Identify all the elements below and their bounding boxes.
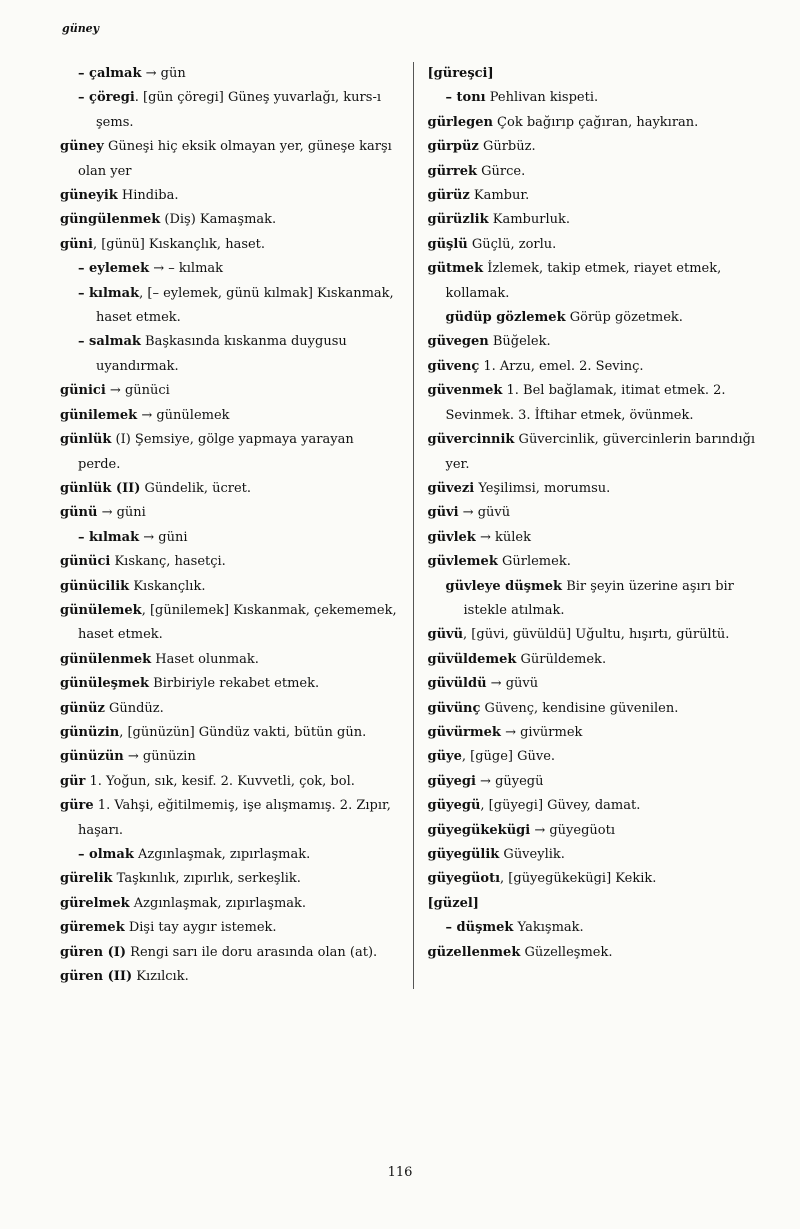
dictionary-entry bbox=[60, 86, 399, 135]
dictionary-entry bbox=[428, 184, 767, 208]
dictionary-entry bbox=[428, 526, 767, 550]
dictionary-entry bbox=[60, 794, 399, 843]
dictionary-entry bbox=[428, 111, 767, 135]
dictionary-entry bbox=[60, 404, 399, 428]
entry-headword: güyegü bbox=[427, 798, 481, 814]
entry-headword: güdüp gözlemek bbox=[445, 310, 566, 326]
dictionary-entry bbox=[428, 62, 767, 86]
entry-headword: günüci bbox=[60, 554, 111, 570]
entry-definition: → külek bbox=[475, 529, 531, 545]
entry-headword: güvüldü bbox=[427, 676, 487, 692]
dictionary-entry bbox=[60, 379, 399, 403]
entry-headword: güvlek bbox=[427, 529, 476, 545]
dictionary-entry bbox=[60, 135, 399, 184]
entry-definition: Pehlivan kispeti. bbox=[485, 90, 599, 106]
entry-definition: Gürüldemek. bbox=[516, 651, 607, 667]
entry-definition: , [– eylemek, günü kılmak] Kıskanmak, haset etmek. bbox=[96, 285, 394, 326]
entry-headword: güvezi bbox=[427, 480, 475, 496]
entry-definition: , [güge] Güve. bbox=[461, 749, 556, 765]
dictionary-entry bbox=[428, 477, 767, 501]
dictionary-entry bbox=[428, 941, 767, 965]
entry-headword: – eylemek bbox=[78, 261, 150, 277]
dictionary-entry bbox=[428, 843, 767, 867]
entry-headword: [güreşci] bbox=[427, 66, 494, 81]
entry-definition: Kızılcık. bbox=[132, 969, 189, 985]
dictionary-entry bbox=[428, 672, 767, 696]
entry-headword: güre bbox=[60, 798, 94, 814]
entry-headword: gütmek bbox=[427, 261, 484, 277]
entry-definition: Güneşi hiç eksik olmayan yer, güneşe karşı olan yer bbox=[78, 139, 392, 179]
entry-headword: – çalmak bbox=[78, 66, 142, 81]
dictionary-entry bbox=[428, 550, 767, 574]
dictionary-entry bbox=[428, 306, 767, 330]
entry-headword: güvü bbox=[427, 627, 464, 643]
entry-definition: , [günü] Kıskançlık, haset. bbox=[92, 236, 266, 252]
dictionary-entry bbox=[60, 599, 399, 648]
entry-definition: → güni bbox=[97, 505, 146, 521]
entry-definition: Gürbüz. bbox=[478, 139, 536, 155]
entry-definition: Bir şeyin üzerine aşırı bir istekle atılmak. bbox=[463, 578, 734, 618]
entry-definition: , [güyegi] Güvey, damat. bbox=[480, 798, 641, 814]
entry-definition: Kambur. bbox=[469, 188, 530, 204]
dictionary-entry bbox=[428, 233, 767, 257]
dictionary-entry bbox=[60, 575, 399, 599]
entry-definition: Yakışmak. bbox=[513, 920, 584, 936]
dictionary-entry bbox=[428, 428, 767, 477]
entry-headword: günüzün bbox=[60, 749, 124, 765]
dictionary-entry bbox=[60, 282, 399, 331]
dictionary-entry bbox=[60, 233, 399, 257]
entry-headword: günü bbox=[60, 505, 98, 521]
entry-definition: → givürmek bbox=[500, 724, 583, 740]
entry-headword: günüleşmek bbox=[60, 676, 150, 692]
entry-headword: güyegülik bbox=[427, 847, 500, 862]
entry-definition: , [güvi, güvüldü] Uğultu, hışırtı, gürültü. bbox=[463, 627, 730, 643]
entry-definition: → günüci bbox=[105, 383, 170, 399]
entry-headword: gürüzlik bbox=[427, 212, 489, 228]
entry-definition: Güvercinlik, güvercinlerin barındığı yer. bbox=[445, 432, 756, 472]
page-number: 116 bbox=[387, 1165, 413, 1180]
entry-definition: Gürce. bbox=[477, 163, 526, 179]
entry-headword: güni bbox=[60, 236, 93, 252]
dictionary-entry bbox=[60, 916, 399, 940]
entry-definition: → – kılmak bbox=[149, 261, 224, 277]
dictionary-entry bbox=[60, 477, 399, 501]
dictionary-entry bbox=[428, 623, 767, 647]
dictionary-entry bbox=[60, 648, 399, 672]
entry-definition: Taşkınlık, zıpırlık, serkeşlik. bbox=[112, 871, 301, 887]
dictionary-entry bbox=[60, 892, 399, 916]
entry-headword: güvünç bbox=[427, 700, 481, 716]
entry-headword: günlük (II) bbox=[60, 480, 141, 496]
entry-definition: Güvenç, kendisine güvenilen. bbox=[480, 700, 679, 716]
dictionary-entry bbox=[60, 965, 399, 989]
entry-headword: güney bbox=[60, 139, 104, 155]
dictionary-entry bbox=[428, 892, 767, 916]
dictionary-entry bbox=[428, 770, 767, 794]
entry-headword: günüz bbox=[60, 700, 105, 716]
entry-headword: güyegüotı bbox=[427, 871, 501, 887]
entry-headword: günlük bbox=[60, 432, 112, 448]
entry-headword: güvüldemek bbox=[427, 651, 517, 667]
entry-headword: güvenmek bbox=[427, 383, 503, 399]
entry-definition: → güyegüotı bbox=[530, 822, 615, 838]
entry-definition: Gündüz. bbox=[104, 700, 164, 716]
entry-headword: güvenç bbox=[427, 358, 480, 374]
entry-headword: gürelik bbox=[60, 871, 113, 887]
entry-definition: Haset olunmak. bbox=[151, 651, 259, 667]
entry-headword: gürelmek bbox=[60, 895, 130, 911]
entry-definition: Birbiriyle rekabet etmek. bbox=[149, 676, 320, 692]
entry-headword: güvürmek bbox=[427, 724, 501, 740]
entry-headword: güzellenmek bbox=[427, 944, 521, 960]
entry-definition: 1. Yoğun, sık, kesif. 2. Kuvvetli, çok, bol. bbox=[85, 773, 355, 789]
entry-headword: güren (I) bbox=[60, 944, 127, 960]
entry-definition: Gündelik, ücret. bbox=[140, 480, 252, 496]
entry-definition: → güvü bbox=[486, 676, 539, 692]
entry-definition: Büğelek. bbox=[488, 334, 551, 350]
dictionary-entry bbox=[60, 428, 399, 477]
entry-headword: – çöregi bbox=[78, 90, 135, 106]
dictionary-columns bbox=[60, 62, 766, 989]
entry-definition: (Diş) Kamaşmak. bbox=[160, 212, 277, 228]
running-head: güney bbox=[62, 22, 100, 35]
entry-definition: . [gün çöregi] Güneş yuvarlağı, kurs-ı şems. bbox=[96, 90, 381, 130]
dictionary-entry bbox=[60, 745, 399, 769]
entry-headword: güvi bbox=[427, 505, 459, 521]
dictionary-entry bbox=[60, 721, 399, 745]
dictionary-entry bbox=[428, 697, 767, 721]
entry-definition: Azgınlaşmak, zıpırlaşmak. bbox=[133, 847, 311, 862]
dictionary-entry bbox=[428, 721, 767, 745]
entry-headword: güvegen bbox=[427, 334, 489, 350]
dictionary-entry bbox=[428, 86, 767, 110]
entry-definition: , [günüzün] Gündüz vakti, bütün gün. bbox=[119, 724, 367, 740]
entry-definition: → güni bbox=[139, 529, 188, 545]
dictionary-entry bbox=[60, 330, 399, 379]
dictionary-entry bbox=[428, 330, 767, 354]
dictionary-entry bbox=[60, 257, 399, 281]
dictionary-entry bbox=[428, 916, 767, 940]
entry-headword: güremek bbox=[60, 920, 125, 936]
entry-definition: Görüp gözetmek. bbox=[565, 310, 683, 326]
entry-headword: günilemek bbox=[60, 407, 138, 423]
dictionary-entry bbox=[60, 672, 399, 696]
entry-definition: Güçlü, zorlu. bbox=[467, 236, 557, 252]
dictionary-entry bbox=[428, 648, 767, 672]
dictionary-entry bbox=[60, 526, 399, 550]
dictionary-entry bbox=[428, 379, 767, 428]
entry-definition: Gürlemek. bbox=[497, 554, 571, 570]
dictionary-entry bbox=[428, 160, 767, 184]
entry-definition: Hindiba. bbox=[117, 188, 179, 204]
dictionary-entry bbox=[428, 355, 767, 379]
entry-headword: günücilik bbox=[60, 578, 130, 594]
entry-headword: gür bbox=[60, 773, 86, 789]
entry-definition: → günüzin bbox=[123, 749, 196, 765]
entry-headword: – kılmak bbox=[78, 285, 140, 301]
dictionary-entry bbox=[428, 867, 767, 891]
dictionary-entry bbox=[428, 794, 767, 818]
entry-headword: günülemek bbox=[60, 602, 142, 618]
entry-headword: güvleye düşmek bbox=[445, 578, 563, 594]
dictionary-entry bbox=[428, 208, 767, 232]
entry-headword: güyegükekügi bbox=[427, 822, 531, 838]
entry-definition: 1. Vahşi, eğitilmemiş, işe alışmamış. 2. Zıpır, haşarı. bbox=[78, 798, 391, 838]
entry-headword: – kılmak bbox=[78, 529, 140, 545]
right-column bbox=[413, 62, 767, 989]
entry-headword: gürpüz bbox=[427, 139, 479, 155]
entry-definition: Çok bağırıp çağıran, haykıran. bbox=[492, 114, 699, 130]
entry-headword: günici bbox=[60, 383, 106, 399]
entry-definition: → güvü bbox=[458, 505, 511, 521]
entry-headword: güvlemek bbox=[427, 554, 498, 570]
entry-headword: güye bbox=[427, 749, 462, 765]
entry-definition: Dişi tay aygır istemek. bbox=[124, 920, 277, 936]
dictionary-entry bbox=[428, 501, 767, 525]
entry-definition: Güzelleşmek. bbox=[520, 944, 613, 960]
entry-headword: güngülenmek bbox=[60, 212, 161, 228]
entry-definition: → günülemek bbox=[137, 407, 230, 423]
entry-definition: İzlemek, takip etmek, riayet etmek, kollamak. bbox=[445, 261, 722, 301]
entry-definition: (I) Şemsiye, gölge yapmaya yarayan perde. bbox=[78, 432, 354, 472]
entry-headword: güneyik bbox=[60, 188, 118, 204]
entry-definition: Yeşilimsi, morumsu. bbox=[474, 480, 611, 496]
entry-definition: 1. Bel bağlamak, itimat etmek. 2. Sevinmek. 3. İftihar etmek, övünmek. bbox=[445, 383, 726, 423]
dictionary-entry bbox=[60, 941, 399, 965]
entry-definition: Başkasında kıskanma duygusu uyandırmak. bbox=[96, 334, 347, 374]
entry-headword: gürüz bbox=[427, 188, 470, 204]
entry-definition: Rengi sarı ile doru arasında olan (at). bbox=[126, 944, 378, 960]
entry-headword: gürrek bbox=[427, 163, 478, 179]
dictionary-entry bbox=[428, 745, 767, 769]
entry-definition: Kıskançlık. bbox=[129, 578, 206, 594]
dictionary-entry bbox=[60, 843, 399, 867]
dictionary-entry bbox=[428, 257, 767, 306]
left-column bbox=[60, 62, 399, 989]
entry-definition: Kıskanç, hasetçi. bbox=[110, 554, 226, 570]
entry-definition: , [günilemek] Kıskanmak, çekememek, haset etmek. bbox=[78, 602, 397, 643]
dictionary-entry bbox=[60, 770, 399, 794]
entry-headword: – tonı bbox=[445, 90, 486, 106]
entry-headword: güyegi bbox=[427, 773, 476, 789]
entry-headword: günülenmek bbox=[60, 651, 152, 667]
dictionary-entry bbox=[60, 550, 399, 574]
dictionary-entry bbox=[60, 697, 399, 721]
entry-definition: 1. Arzu, emel. 2. Sevinç. bbox=[479, 358, 644, 374]
dictionary-entry bbox=[60, 62, 399, 86]
entry-definition: Güveylik. bbox=[499, 847, 565, 862]
dictionary-entry bbox=[60, 208, 399, 232]
entry-definition: Azgınlaşmak, zıpırlaşmak. bbox=[129, 895, 307, 911]
entry-definition: , [güyegükekügi] Kekik. bbox=[500, 871, 657, 887]
entry-headword: – salmak bbox=[78, 334, 141, 350]
entry-headword: – düşmek bbox=[445, 920, 514, 936]
entry-definition: Kamburluk. bbox=[488, 212, 570, 228]
entry-headword: günüzin bbox=[60, 724, 120, 740]
dictionary-entry bbox=[60, 867, 399, 891]
dictionary-entry bbox=[428, 135, 767, 159]
dictionary-entry bbox=[60, 184, 399, 208]
entry-definition: → gün bbox=[141, 66, 186, 81]
dictionary-entry bbox=[60, 501, 399, 525]
entry-headword: güşlü bbox=[427, 236, 468, 252]
entry-headword: [güzel] bbox=[427, 895, 479, 911]
entry-headword: gürlegen bbox=[427, 114, 493, 130]
entry-headword: – olmak bbox=[78, 847, 134, 862]
entry-headword: güren (II) bbox=[60, 969, 133, 985]
entry-definition: → güyegü bbox=[475, 773, 544, 789]
entry-headword: güvercinnik bbox=[427, 432, 515, 448]
dictionary-entry bbox=[428, 575, 767, 624]
dictionary-entry bbox=[428, 819, 767, 843]
